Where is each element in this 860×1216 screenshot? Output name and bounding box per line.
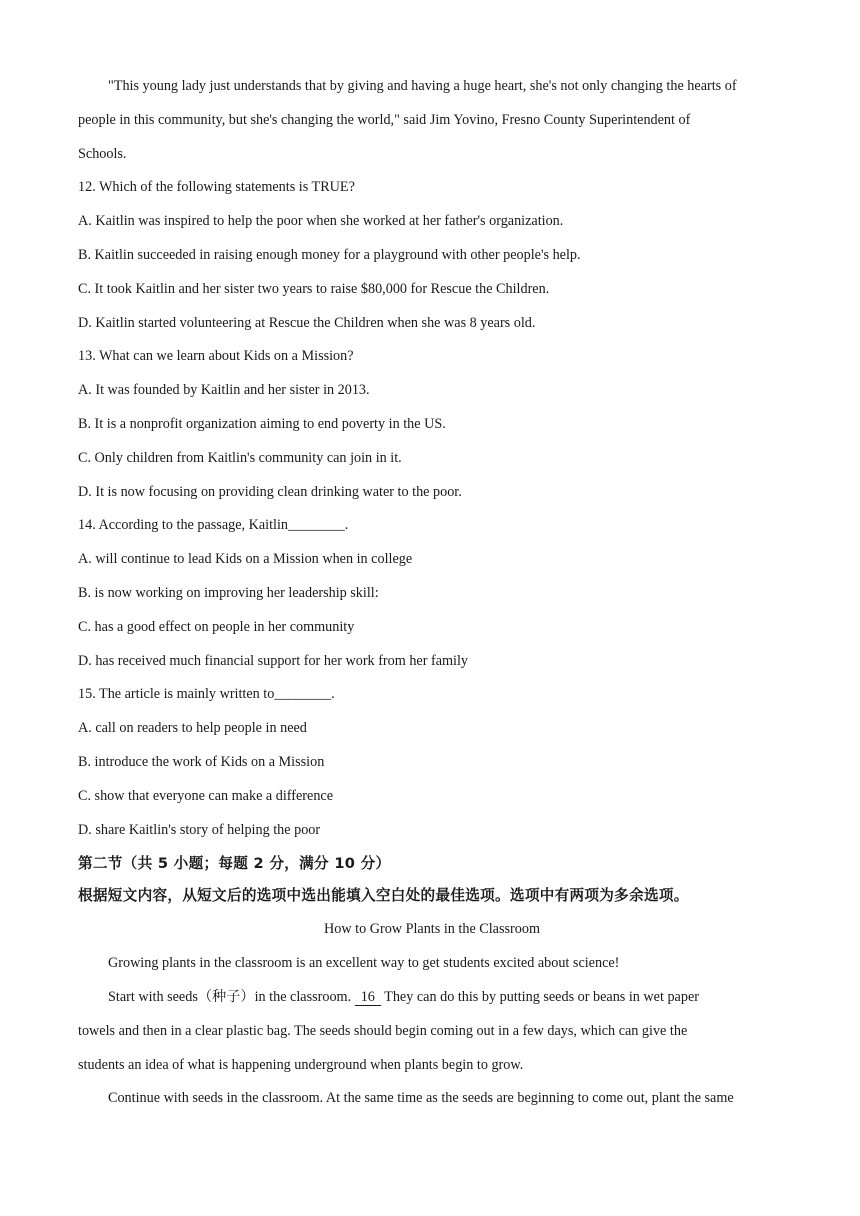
question-15-option-b: B. introduce the work of Kids on a Mission [78, 753, 325, 770]
question-14-option-c: C. has a good effect on people in her community [78, 618, 355, 635]
question-13-option-d: D. It is now focusing on providing clean drinking water to the poor. [78, 483, 462, 500]
question-12-option-b: B. Kaitlin succeeded in raising enough money for a playground with other people's help. [78, 246, 581, 263]
question-14-period: . [344, 517, 349, 534]
paragraph-2-continuation: They can do this by putting seeds or beans in wet paper [380, 988, 699, 1005]
passage-paragraph-2-line-3: students an idea of what is happening underground when plants begin to grow. [78, 1056, 524, 1073]
question-13-stem: 13. What can we learn about Kids on a Mission? [78, 348, 354, 365]
passage-paragraph-2-line-2: towels and then in a clear plastic bag. The seeds should begin coming out in a few days, which can give the [78, 1022, 688, 1039]
document-page [78, 70, 786, 1116]
blank-16: 16 [355, 990, 381, 1006]
section-2-heading: 第二节（共 5 小题；每题 2 分，满分 10 分） [78, 855, 391, 873]
question-13-option-b: B. It is a nonprofit organization aiming to end poverty in the US. [78, 415, 446, 432]
passage-paragraph-3-line-1: Continue with seeds in the classroom. At the same time as the seeds are beginning to come out, plant the same [108, 1090, 734, 1107]
question-13-option-a: A. It was founded by Kaitlin and her sister in 2013. [78, 382, 370, 399]
question-14-option-d: D. has received much financial support for her work from her family [78, 652, 469, 669]
question-12-option-d: D. Kaitlin started volunteering at Rescue the Children when she was 8 years old. [78, 314, 536, 331]
question-14-option-b: B. is now working on improving her leadership skill: [78, 584, 379, 601]
passage-paragraph-1: Growing plants in the classroom is an excellent way to get students excited about science! [108, 955, 620, 972]
section-2-instruction: 根据短文内容，从短文后的选项中选出能填入空白处的最佳选项。选项中有两项为多余选项。 [78, 887, 689, 905]
question-15-stem [78, 678, 786, 712]
question-13-option-c: C. Only children from Kaitlin's community can join in it. [78, 449, 402, 466]
question-14-option-a: A. will continue to lead Kids on a Mission when in college [78, 551, 413, 568]
passage-quote-line-2: people in this community, but she's changing the world," said Jim Yovino, Fresno County Superintendent of [78, 111, 691, 128]
question-15-stem-text: 15. The article is mainly written to [78, 686, 275, 703]
question-15-option-a: A. call on readers to help people in need [78, 720, 307, 737]
passage-title: How to Grow Plants in the Classroom [324, 921, 540, 938]
question-14-stem [78, 509, 786, 543]
passage-quote-line-1: "This young lady just understands that by giving and having a huge heart, she's not only changing the hearts of [108, 78, 737, 94]
question-14-blank: ________ [288, 517, 345, 534]
paragraph-2-lead-text: Start with seeds（种子）in the classroom. [108, 988, 355, 1005]
question-12-option-a: A. Kaitlin was inspired to help the poor when she worked at her father's organization. [78, 213, 564, 230]
question-12-stem: 12. Which of the following statements is TRUE? [78, 179, 355, 196]
passage-paragraph-2-line-1 [78, 981, 786, 1015]
question-15-option-d: D. share Kaitlin's story of helping the poor [78, 821, 321, 838]
passage-quote-line-3: Schools. [78, 145, 127, 162]
question-12-option-c: C. It took Kaitlin and her sister two years to raise $80,000 for Rescue the Children. [78, 280, 550, 297]
question-15-option-c: C. show that everyone can make a difference [78, 787, 334, 804]
question-14-stem-text: 14. According to the passage, Kaitlin [78, 517, 289, 534]
question-15-blank: ________ [274, 686, 332, 703]
question-15-period: . [331, 686, 335, 703]
